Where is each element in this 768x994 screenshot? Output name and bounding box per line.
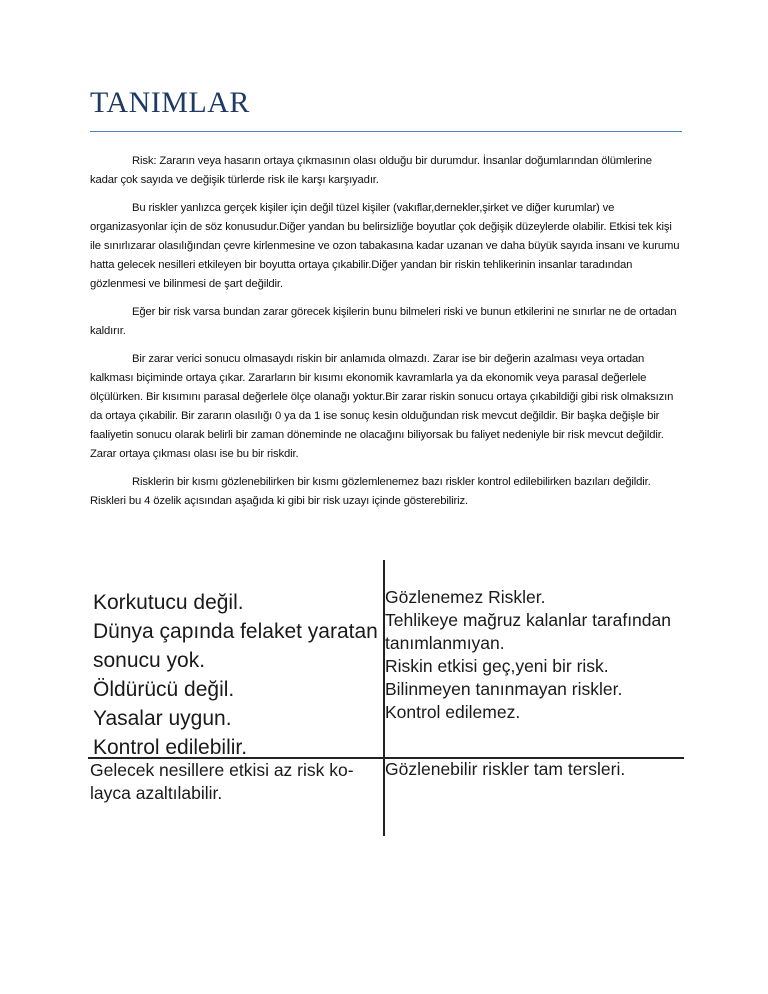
quadrant-line: Yasalar uygun. (93, 707, 232, 730)
quadrant-bottom-left (90, 759, 354, 805)
quadrant-line: Gözlenemez Riskler. (385, 587, 546, 607)
quadrant-line: Kontrol edilemez. (385, 702, 521, 722)
paragraph-risk-definition: Risk: Zararın veya hasarın ortaya çıkmasının olası olduğu bir durumdur. İnsanlar doğumlarından ölümlerine kadar çok sayıda ve değişik türlerde risk ile karşı karşıyadır. (90, 155, 652, 186)
body-text (90, 152, 682, 520)
quadrant-line: Öldürücü değil. (93, 678, 235, 701)
quadrant-line: tanımlanmıyan. (385, 633, 505, 653)
quadrant-line: Gözlenebilir riskler tam tersleri. (385, 759, 626, 779)
quadrant-line: sonucu yok. (93, 649, 206, 672)
title-underline (90, 131, 682, 132)
page-title: TANIMLAR (90, 86, 250, 119)
quadrant-line: Riskin etkisi geç,yeni bir risk. (385, 656, 609, 676)
risk-space-matrix (88, 560, 684, 838)
quadrant-line: Gelecek nesillere etkisi az risk ko- (90, 760, 354, 780)
quadrant-line: Korkutucu değil. (93, 591, 244, 614)
quadrant-top-right (385, 586, 671, 724)
quadrant-line: Kontrol edilebilir. (93, 736, 248, 759)
paragraph-risk-scope: Bu riskler yanlızca gerçek kişiler için değil tüzel kişiler (vakıflar,dernekler,şirket ve diğer kurumlar) ve organizasyonlar için de söz konusudur.Diğer yandan bu belirsizliğe boyutlar çok değişik düzeylerde olabilir. Etkisi tek kişi ile sınırlızarar olasılığından çevre kirlenmesine ve ozon tabakasına kadar uzanan ve daha büyük sayıda insanı ve kurumu hatta gelecek nesilleri etkileyen bir boyutta ortaya çıkabilir.Diğer yandan bir riskin tehlikerinin insanlar taradından gözlenmesi ve bilinmesi de şart değildir. (90, 202, 680, 290)
quadrant-line: Dünya çapında felaket yaratan (93, 620, 378, 643)
quadrant-line: Bilinmeyen tanınmayan riskler. (385, 679, 623, 699)
quadrant-bottom-right (385, 758, 625, 781)
quadrant-line: layca azaltılabilir. (90, 783, 223, 803)
paragraph-harm: Bir zarar verici sonucu olmasaydı riskin bir anlamıda olmazdı. Zarar ise bir değerin azalması veya ortadan kalkması biçiminde ortaya çıkar. Zararların bir kısımı ekonomik kavramlarla ya da ekonomik veya parasal değerlele ölçülürken. Bir kısımını parasal değerlele ölçe olanağı yoktur.Bir zarar riskin sonucu ortaya çıkabildiği gibi risk olmaksızın da ortaya çıkabilir. Bir zararın olasılığı 0 ya da 1 ise sonuç kesin olduğundan risk mevcut değildir. Bir başka değişle bir faaliyetin sonucu olarak belirli bir zaman döneminde ne olacağını biliyorsak bu faliyet nedeniyle bir risk mevcut değildir. Zarar ortaya çıkması olası ise bu bir riskdir. (90, 353, 674, 460)
paragraph-risk-awareness: Eğer bir risk varsa bundan zarar görecek kişilerin bunu bilmeleri riski ve bunun etkilerini ne sınırlar ne de ortadan kaldırır. (90, 306, 677, 337)
paragraph-risk-space-intro: Risklerin bir kısmı gözlenebilirken bir kısmı gözlemlenemez bazı riskler kontrol edilebilirken bazıları değildir. Riskleri bu 4 özelik açısından aşağıda ki gibi bir risk uzayı içinde gösterebiliriz. (90, 476, 651, 507)
quadrant-top-left (93, 588, 378, 762)
quadrant-line: Tehlikeye mağruz kalanlar tarafından (385, 610, 671, 630)
